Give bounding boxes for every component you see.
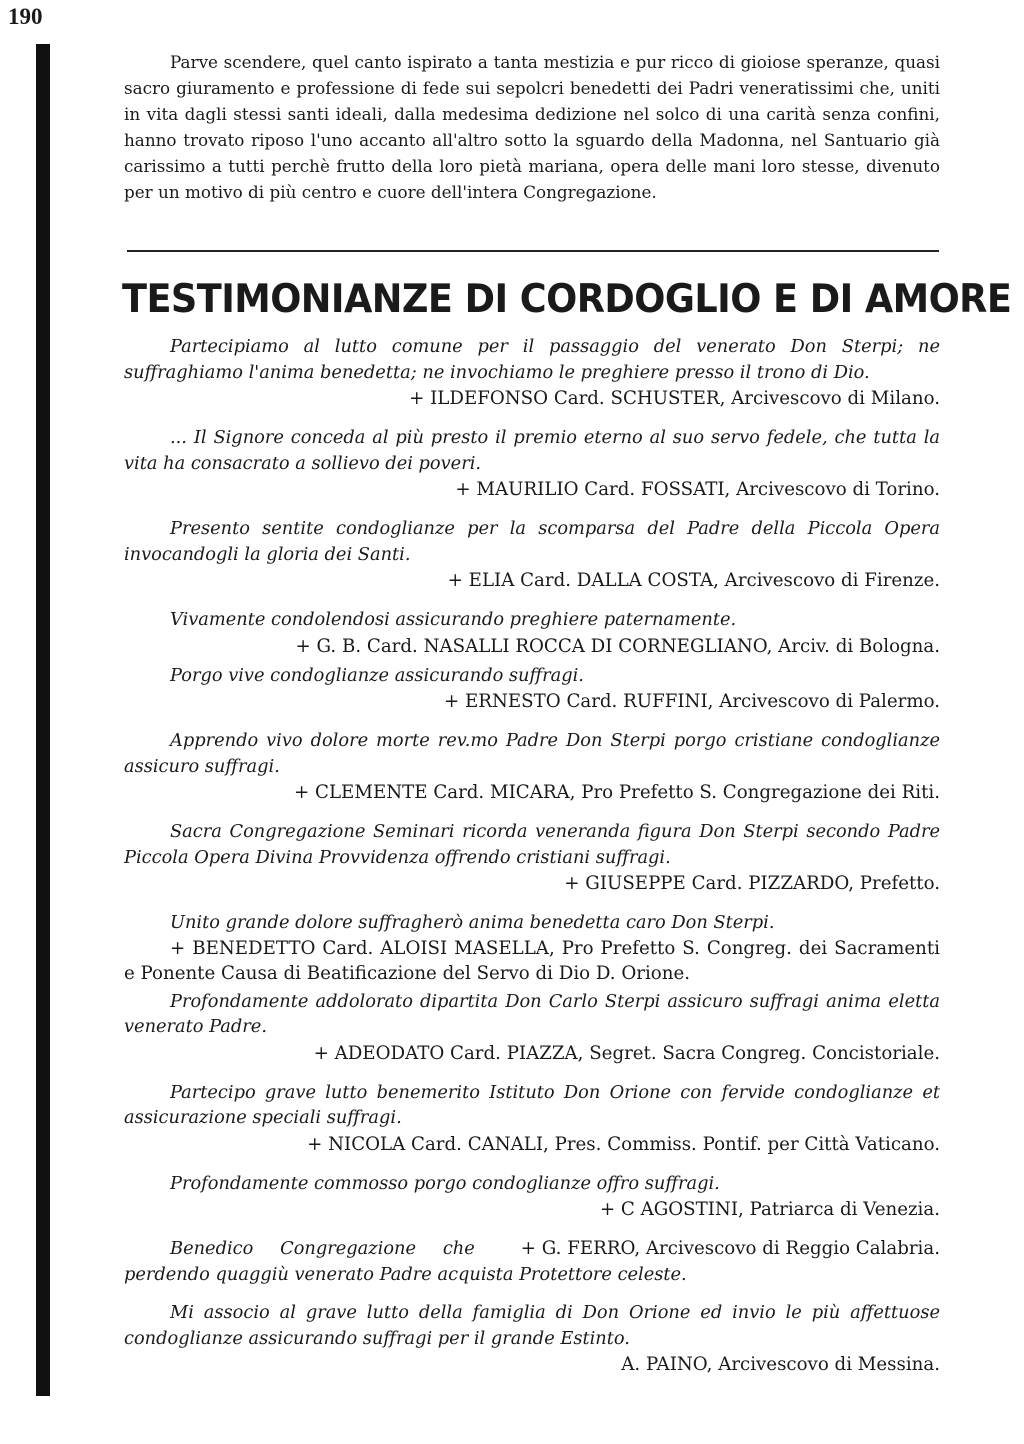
condolence-entry (124, 819, 940, 897)
section-divider (127, 250, 939, 252)
condolence-signature: + C AGOSTINI, Patriarca di Venezia. (599, 1199, 940, 1220)
condolence-message: Profondamente commosso porgo condoglianze offro suffragi. (170, 1172, 720, 1194)
condolence-signature: + G. B. Card. NASALLI ROCCA DI CORNEGLIANO, Arciv. di Bologna. (295, 635, 940, 657)
condolence-entry (124, 425, 940, 503)
condolence-signature: + ADEODATO Card. PIAZZA, Segret. Sacra Congreg. Concistoriale. (313, 1042, 940, 1064)
condolence-message: Partecipo grave lutto benemerito Istituto Don Orione con fervide condoglianze et assicurazione speciali suffragi. (124, 1081, 940, 1128)
condolence-signature: + GIUSEPPE Card. PIZZARDO, Prefetto. (564, 873, 940, 894)
condolence-signature: + CLEMENTE Card. MICARA, Pro Prefetto S. Congregazione dei Riti. (294, 782, 940, 803)
intro-paragraph: Parve scendere, quel canto ispirato a tanta mestizia e pur ricco di gioiose speranze, quasi sacro giuramento e professione di fede sui sepolcri benedetti dei Padri veneratissimi che, uniti in vita dagli stessi santi ideali, dalla medesima dedizione nel solco di una carità senza confini, hanno trovato riposo l'uno accanto all'altro sotto la sguardo della Madonna, nel Santuario già carissimo a tutti perchè frutto della loro pietà mariana, opera delle mani loro stesse, divenuto per un motivo di più centro e cuore dell'intera Congregazione. (124, 52, 940, 202)
condolence-signature: A. PAINO, Arcivescovo di Messina. (621, 1354, 940, 1375)
condolence-entry (124, 989, 940, 1067)
margin-bar (36, 44, 50, 1396)
condolence-list (124, 334, 940, 1378)
condolence-entry (124, 663, 940, 716)
condolence-message: Porgo vive condoglianze assicurando suffragi. (170, 664, 584, 686)
page-number: 190 (8, 4, 43, 29)
condolence-signature: + MAURILIO Card. FOSSATI, Arcivescovo di Torino. (455, 479, 940, 500)
condolence-entry (124, 910, 940, 986)
condolence-message-text: Benedico Congregazione che perdendo quaggiù venerato Padre acquista Protettore celeste. (124, 1238, 687, 1285)
condolence-message: Unito grande dolore suffragherò anima benedetta caro Don Sterpi. (170, 912, 775, 933)
condolence-entry (124, 516, 940, 594)
condolence-entry (124, 1171, 940, 1224)
condolence-entry (124, 607, 940, 660)
condolence-signature: + ERNESTO Card. RUFFINI, Arcivescovo di Palermo. (443, 691, 940, 712)
section-heading: TESTIMONIANZE DI CORDOGLIO E DI AMORE (122, 277, 1012, 322)
condolence-message: Apprendo vivo dolore morte rev.mo Padre Don Sterpi porgo cristiane condoglianze assicuro suffragi. (124, 730, 940, 777)
condolence-message: Sacra Congregazione Seminari ricorda veneranda figura Don Sterpi secondo Padre Piccola Opera Divina Provvidenza offrendo cristiani suffragi. (124, 821, 940, 868)
condolence-message (124, 1236, 940, 1287)
condolence-message: Partecipiamo al lutto comune per il passaggio del venerato Don Sterpi; ne suffraghiamo l'anima benedetta; ne invochiamo le preghiere presso il trono di Dio. (124, 336, 940, 383)
condolence-message: Vivamente condolendosi assicurando preghiere paternamente. (170, 609, 737, 630)
condolence-entry (124, 334, 940, 412)
condolence-entry (124, 1300, 940, 1378)
condolence-signature: + NICOLA Card. CANALI, Pres. Commiss. Pontif. per Città Vaticano. (307, 1133, 940, 1155)
condolence-entry (124, 1236, 940, 1287)
condolence-message: Presento sentite condoglianze per la scomparsa del Padre della Piccola Opera invocandogli la gloria dei Santi. (124, 518, 940, 565)
condolence-signature: + G. FERRO, Arcivescovo di Reggio Calabria. (520, 1238, 940, 1259)
condolence-signature: + ILDEFONSO Card. SCHUSTER, Arcivescovo di Milano. (409, 388, 940, 409)
condolence-entry (124, 1080, 940, 1158)
condolence-message: Profondamente addolorato dipartita Don Carlo Sterpi assicuro suffragi anima eletta venerato Padre. (124, 990, 940, 1037)
condolence-signature: + BENEDETTO Card. ALOISI MASELLA, Pro Prefetto S. Congreg. dei Sacramenti e Ponente Causa di Beatificazione del Servo di Dio D. Orione. (124, 937, 940, 984)
condolence-signature: + ELIA Card. DALLA COSTA, Arcivescovo di Firenze. (447, 570, 940, 591)
condolence-message: ... Il Signore conceda al più presto il premio eterno al suo servo fedele, che tutta la vita ha consacrato a sollievo dei poveri. (124, 427, 940, 474)
condolence-message: Mi associo al grave lutto della famiglia di Don Orione ed invio le più affettuose condoglianze assicurando suffragi per il grande Estinto. (124, 1302, 940, 1349)
condolence-entry (124, 728, 940, 806)
